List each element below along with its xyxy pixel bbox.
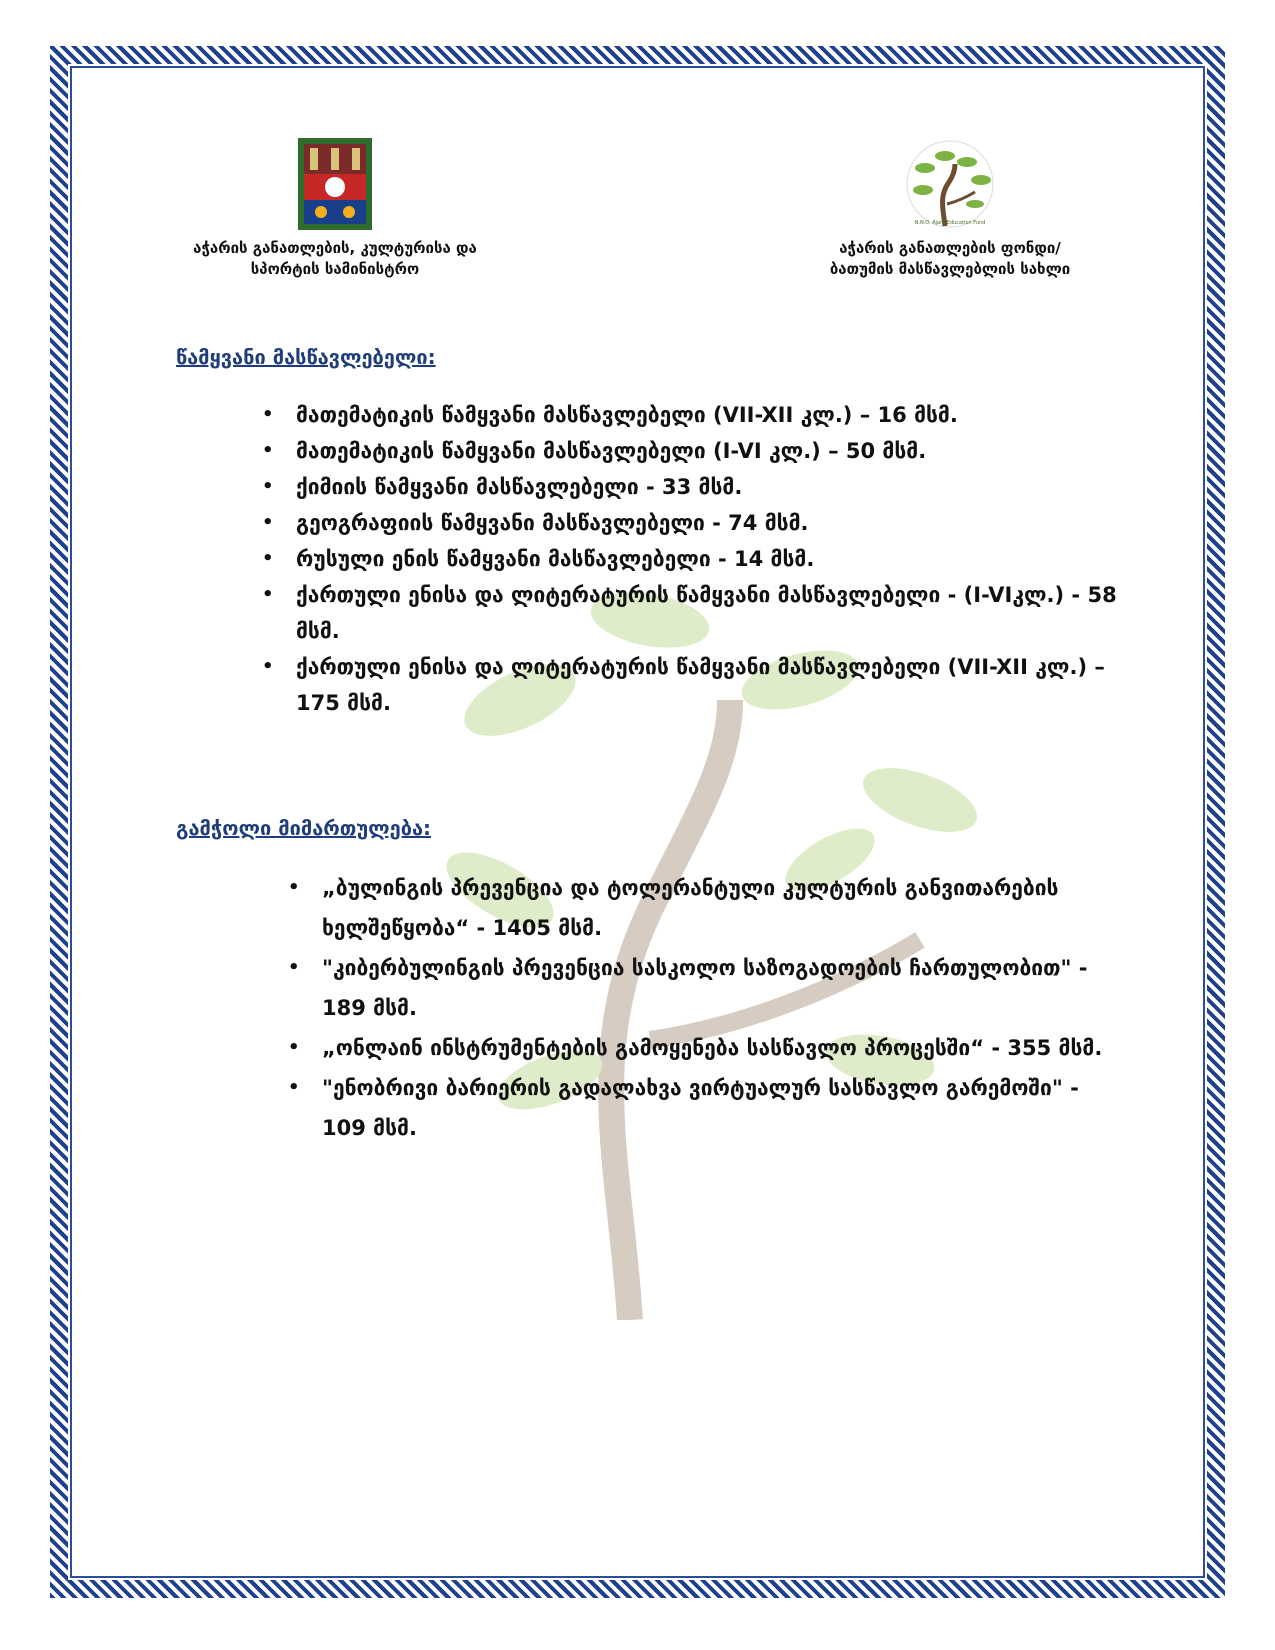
list-item: • რუსული ენის წამყვანი მასწავლებელი - 14 მსმ. [272,541,1132,577]
list-item: • ქიმიის წამყვანი მასწავლებელი - 33 მსმ. [272,469,1132,505]
list-item: • მათემატიკის წამყვანი მასწავლებელი (I-VI კლ.) – 50 მსმ. [272,433,1132,469]
list-item: • მათემატიკის წამყვანი მასწავლებელი (VII-XII კლ.) – 16 მსმ. [272,397,1132,433]
fund-name-line-1: აჭარის განათლების ფონდი/ [839,239,1061,257]
coat-of-arms-icon [298,138,372,230]
cross-cutting-list [298,868,1108,1148]
header-left [170,138,500,280]
section-title-lead-teacher: წამყვანი მასწავლებელი: [176,345,436,369]
list-item: • „ონლაინ ინსტრუმენტების გამოყენება სასწავლო პროცესში“ - 355 მსმ. [298,1028,1108,1068]
list-item: • "ენობრივი ბარიერის გადალახვა ვირტუალურ სასწავლო გარემოში" - 109 მსმ. [298,1068,1108,1148]
fund-name-line-2: ბათუმის მასწავლებლის სახლი [829,260,1071,278]
list-item: • გეოგრაფიის წამყვანი მასწავლებელი - 74 მსმ. [272,505,1132,541]
education-fund-logo-icon [895,138,1005,232]
list-item: • ქართული ენისა და ლიტერატურის წამყვანი მასწავლებელი (VII-XII კლ.) – 175 მსმ. [272,649,1132,721]
logo-caption: N.N.O. Ajara Education Fund [914,220,986,226]
list-item: • ქართული ენისა და ლიტერატურის წამყვანი მასწავლებელი - (I-VIკლ.) - 58 მსმ. [272,577,1132,649]
list-item: • "კიბერბულინგის პრევენცია სასკოლო საზოგადოების ჩართულობით" - 189 მსმ. [298,948,1108,1028]
section-title-cross-cutting: გამჭოლი მიმართულება: [176,816,432,840]
header-right [800,138,1100,280]
lead-teacher-list [272,397,1132,721]
ministry-name-line-1: აჭარის განათლების, კულტურისა და [193,239,477,257]
list-item: • „ბულინგის პრევენცია და ტოლერანტული კულტურის განვითარების ხელშეწყობა“ - 1405 მსმ. [298,868,1108,948]
ministry-name-line-2: სპორტის სამინისტრო [250,260,420,278]
